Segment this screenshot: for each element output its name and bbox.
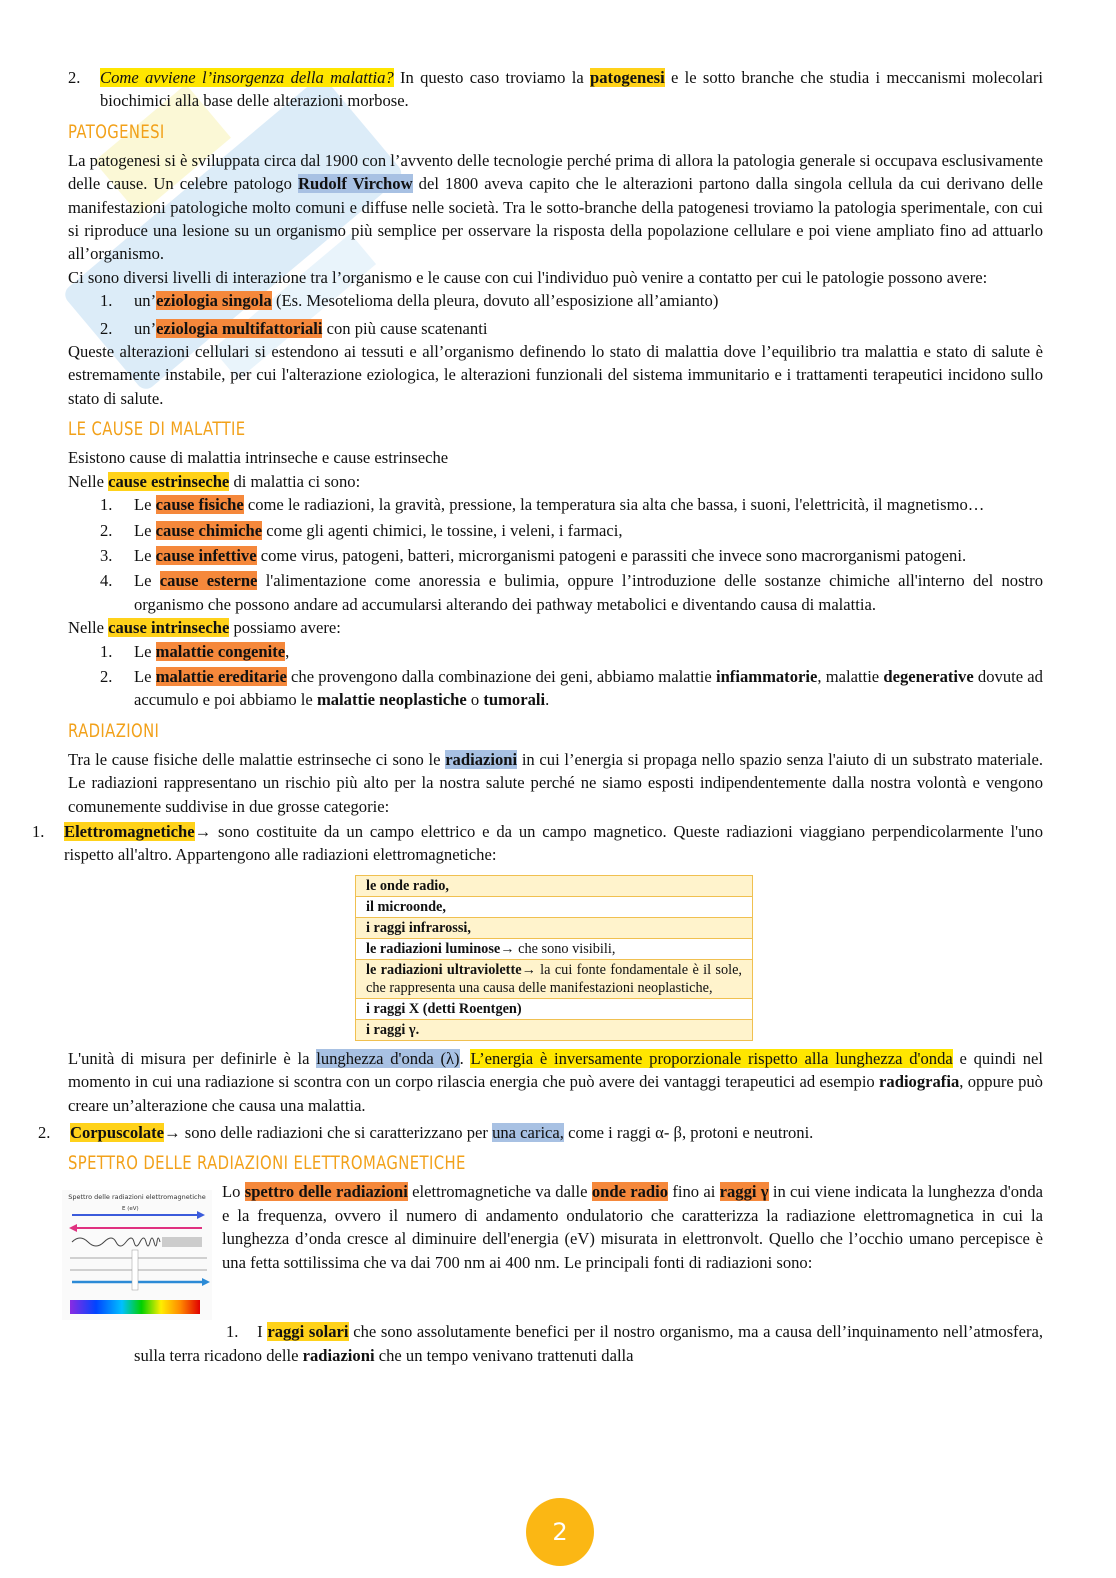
paragraph: Lo spettro delle radiazioni elettromagnetiche va dalle onde radio fino ai raggi γ in cui viene indicata la lunghezza d'onda e la frequenza, ovvero il numero di andamento ondulatorio che caratterizza la radiazione elettromagnetica in cui la lunghezza d’onda cresce al diminuire dell'energia (eV) misurata in elettronvolt. Quello che l’occhio umano percepisce è una fetta sottilissima che va dai 700 nm ai 400 nm. Le principali fonti di radiazioni sono: <box>222 1182 1043 1272</box>
list-item: 3. Le cause infettive come virus, patogeni, batteri, microrganismi patogeni e parassiti che invece sono macrorganismi patogeni. <box>100 545 967 565</box>
list-item: 2. Le cause chimiche come gli agenti chimici, le tossine, i veleni, i farmaci, <box>100 520 623 540</box>
highlight-cause-fisiche: cause fisiche <box>155 495 244 515</box>
list-item-insorgenza: 2. Come avviene l’insorgenza della malattia? In questo caso troviamo la patogenesi e le sotto branche che studia i meccanismi molecolari biochimici alla base delle alterazioni morbose. <box>68 68 1043 111</box>
highlight-question: Come avviene l’insorgenza della malattia? <box>100 68 394 87</box>
highlight-raggi-gamma: raggi γ <box>719 1182 769 1202</box>
list-number: 2. <box>68 68 81 87</box>
spectrum-figure <box>62 1190 212 1320</box>
highlight-cause-infettive: cause infettive <box>155 545 257 565</box>
highlight-patogenesi: patogenesi <box>590 68 665 87</box>
table-row: il microonde, <box>356 896 753 917</box>
paragraph: L'unità di misura per definirle è la lunghezza d'onda (λ). L’energia è inversamente proporzionale rispetto alla lunghezza d'onda e quindi nel momento in cui una radiazione si scontra con un corpo rilascia energia che può avere dei vantaggi terapeutici ad esempio radiografia, oppure può creare un’alterazione che causa una malattia. <box>68 1048 1043 1115</box>
highlight-malattie-ereditarie: malattie ereditarie <box>155 666 287 686</box>
highlight-raggi-solari: raggi solari <box>267 1322 349 1342</box>
paragraph: Tra le cause fisiche delle malattie estrinseche ci sono le radiazioni in cui l’energia si propaga nello spazio senza l'aiuto di un substrato materiale. Le radiazioni rappresentano un rischio più alto per la nostra salute perché ne siamo esposti indipendentemente dalla nostra volontà e vengono comunemente suddivise in due grosse categorie: <box>68 749 1044 816</box>
paragraph: Queste alterazioni cellulari si estendono ai tessuti e all’organismo definendo lo stato di malattia dove l’equilibrio tra malattia e stato di salute è estremamente instabile, per cui l'alterazione eziologica, le alterazioni funzionali del sistema immunitario e i trattamenti terapeutici incidono sullo stato di salute. <box>68 342 1043 408</box>
heading-spettro: SPETTRO DELLE RADIAZIONI ELETTROMAGNETICHE <box>68 1152 466 1175</box>
list-item: 1. Le cause fisiche come le radiazioni, la gravità, pressione, la temperatura sia alta che bassa, i suoni, l'elettricità, il magnetismo… <box>100 495 985 515</box>
paragraph-fonti: 1. I raggi solari che sono assolutamente benefici per il nostro organismo, ma a causa dell’inquinamento nell’atmosfera, sulla terra ricadono delle radiazioni che un tempo venivano trattenuti dalla <box>134 1322 1043 1365</box>
table-row: le radiazioni ultraviolette→ la cui fonte fondamentale è il sole, che rappresenta una causa delle manifestazioni neoplastiche, <box>356 959 753 998</box>
paragraph: Nelle cause intrinseche possiamo avere: <box>68 618 341 638</box>
page-number-badge: 2 <box>526 1498 594 1566</box>
table-row: i raggi X (detti Roentgen) <box>356 998 753 1019</box>
highlight-cause-esterne: cause esterne <box>159 571 258 591</box>
paragraph: Nelle cause estrinseche di malattia ci sono: <box>68 471 361 491</box>
highlight-spettro: spettro delle radiazioni <box>244 1182 408 1202</box>
paragraph: Esistono cause di malattia intrinseche e cause estrinseche <box>68 448 449 468</box>
list-item: 4. Le cause esterne l'alimentazione come anoressia e bulimia, oppure l’introduzione delle sostanze chimiche all'interno del nostro organismo che possono andare ad accumularsi alterando dei pathway metabolici e diventando causa di malattia. <box>100 571 1043 614</box>
table-row: le radiazioni luminose→ che sono visibili, <box>356 938 753 959</box>
svg-text:Spettro delle radiazioni elett: Spettro delle radiazioni elettromagnetiche <box>68 1193 206 1202</box>
table-row: i raggi γ. <box>356 1019 753 1040</box>
heading-patogenesi: PATOGENESI <box>68 120 165 143</box>
document-page <box>32 66 1044 1367</box>
highlight-lunghezza-onda: lunghezza d'onda (λ) <box>316 1048 460 1068</box>
list-item-elettromagnetiche: 1. Elettromagnetiche→ sono costituite da un campo elettrico e da un campo magnetico. Queste radiazioni viaggiano perpendicolarmente l'uno rispetto all'altro. Appartengono alle radiazioni elettromagnetiche: <box>32 821 1043 865</box>
svg-text:E (eV): E (eV) <box>122 1206 139 1213</box>
table-row: le onde radio, <box>356 875 753 896</box>
paragraph: Ci sono diversi livelli di interazione tra l’organismo e le cause con cui l'individuo può venire a contatto per cui le patologie possono avere: <box>68 267 988 287</box>
highlight-virchow: Rudolf Virchow <box>297 174 413 194</box>
spectrum-section <box>68 1180 1043 1320</box>
radiation-table <box>355 875 753 1041</box>
highlight-onde-radio: onde radio <box>591 1182 669 1202</box>
highlight-cause-estrinseche: cause estrinseche <box>108 471 230 491</box>
highlight-eziologia-singola: eziologia singola <box>156 291 272 311</box>
spectrum-text <box>222 1180 1043 1320</box>
highlight-cause-intrinseche: cause intrinseche <box>108 618 230 638</box>
highlight-corpuscolate: Corpuscolate <box>70 1123 165 1142</box>
highlight-radiazioni: radiazioni <box>445 749 518 769</box>
list-item: 1. Le malattie congenite, <box>100 641 290 661</box>
highlight-carica: una carica, <box>492 1123 564 1142</box>
heading-cause: LE CAUSE DI MALATTIE <box>68 418 246 441</box>
list-item: 2. un’eziologia multifattoriali con più cause scatenanti <box>100 318 488 338</box>
highlight-malattie-congenite: malattie congenite <box>155 641 286 661</box>
highlight-eziologia-multifattoriali: eziologia multifattoriali <box>156 318 323 338</box>
list-item-corpuscolate: 2. Corpuscolate→ sono delle radiazioni che si caratterizzano per una carica, come i raggi α- β, protoni e neutroni. <box>38 1123 814 1142</box>
table-row: i raggi infrarossi, <box>356 917 753 938</box>
paragraph: La patogenesi si è sviluppata circa dal 1900 con l’avvento delle tecnologie perché prima di allora la patologia generale si occupava esclusivamente delle cause. Un celebre patologo Rudolf Virchow del 1800 aveva capito che le alterazioni partono dalla singola cellula da cui derivano delle manifestazioni patologiche molto comuni e diffuse nelle società. Tra le sotto-branche della patogenesi troviamo la patologia sperimentale, con cui si riproduce una lesione su un organismo più semplice per osservare la risposta della popolazione cellulare e poi viene ampliato fino ad attuarlo all’organismo. <box>68 150 1043 264</box>
list-item: 1. un’eziologia singola (Es. Mesotelioma della pleura, dovuto all’esposizione all’amianto) <box>100 291 719 311</box>
heading-radiazioni: RADIAZIONI <box>68 719 160 742</box>
highlight-elettromagnetiche: Elettromagnetiche <box>64 821 195 841</box>
list-item: 2. Le malattie ereditarie che provengono dalla combinazione dei geni, abbiamo malattie infiammatorie, malattie degenerative dovute ad accumulo e poi abbiamo le malattie neoplastiche o tumorali. <box>100 666 1043 710</box>
highlight-energia: L’energia è inversamente proporzionale rispetto alla lunghezza d'onda <box>470 1048 953 1068</box>
highlight-cause-chimiche: cause chimiche <box>155 520 263 540</box>
